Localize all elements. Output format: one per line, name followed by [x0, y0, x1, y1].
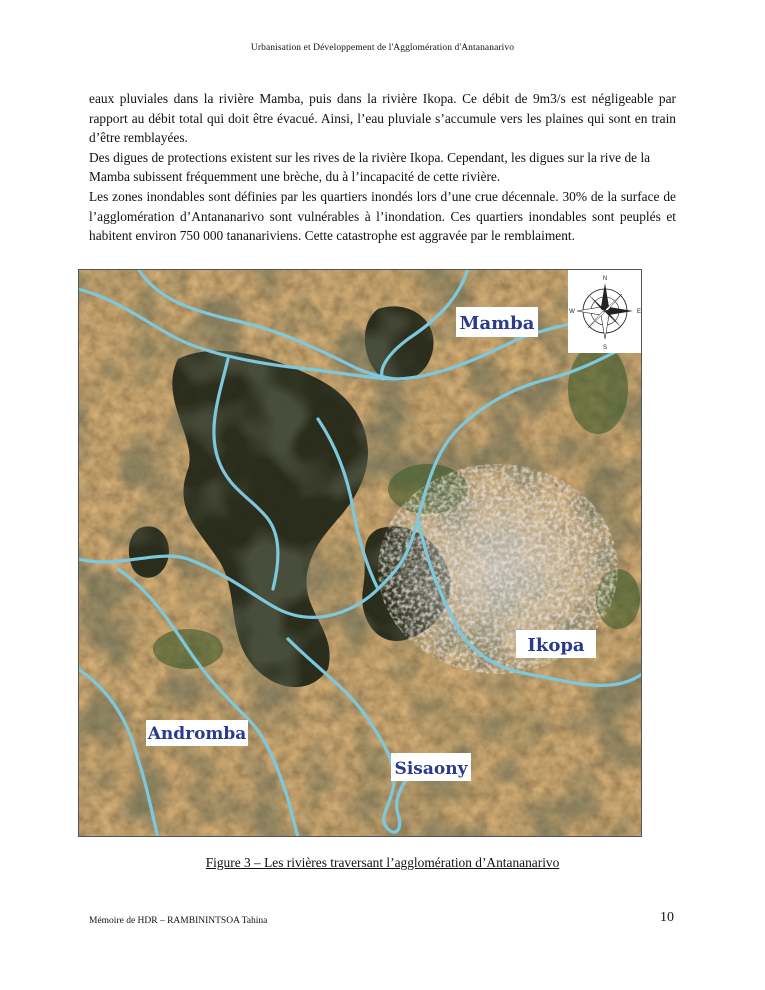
label-mamba-text: Mamba: [459, 313, 535, 334]
satellite-map-figure: [78, 269, 642, 837]
compass-east-label: E: [636, 309, 642, 315]
label-ikopa: [516, 630, 596, 658]
label-sisaony-text: Sisaony: [394, 759, 468, 779]
footer-author: Mémoire de HDR – RAMBININTSOA Tahina: [89, 916, 268, 926]
figure-caption-text: Figure 3 – Les rivières traversant l’agglomération d’Antananarivo: [205, 855, 560, 870]
running-header: Urbanisation et Développement de l'Agglomération d'Antananarivo: [250, 43, 515, 53]
label-mamba: [456, 307, 538, 337]
compass-south-label: S: [602, 345, 608, 351]
paragraph-3: Les zones inondables sont définies par les quartiers inondés lors d’une crue décennale. 30% de la surface de l’agglomération d’Antananarivo sont vulnérables à l’inondation. Ces quartiers inondables sont peuplés et habitent environ 750 000 tananariviens. Cette catastrophe est aggravée par le remblaiment.: [89, 188, 676, 244]
figure-caption: [0, 855, 765, 871]
compass-rose: [568, 269, 642, 353]
label-andromba-text: Andromba: [147, 724, 247, 744]
label-andromba: [146, 720, 248, 746]
paragraph-1: eaux pluviales dans la rivière Mamba, puis dans la rivière Ikopa. Ce débit de 9m3/s est négligeable par rapport au débit total qui doit être évacué. Ainsi, l’eau pluviale s’accumule vers les plaines qui sont en train d’être remblayées.: [89, 91, 676, 146]
body-text: [89, 89, 676, 246]
label-sisaony: [391, 753, 471, 781]
page-number: 10: [660, 910, 674, 925]
compass-west-label: W: [569, 309, 575, 315]
compass-north-label: N: [602, 276, 608, 282]
paragraph-2: Des digues de protections existent sur les rives de la rivière Ikopa. Cependant, les digues sur la rive de la Mamba subissent fréquemment une brèche, du à l’incapacité de cette rivière.: [89, 149, 651, 185]
label-ikopa-text: Ikopa: [527, 635, 585, 656]
